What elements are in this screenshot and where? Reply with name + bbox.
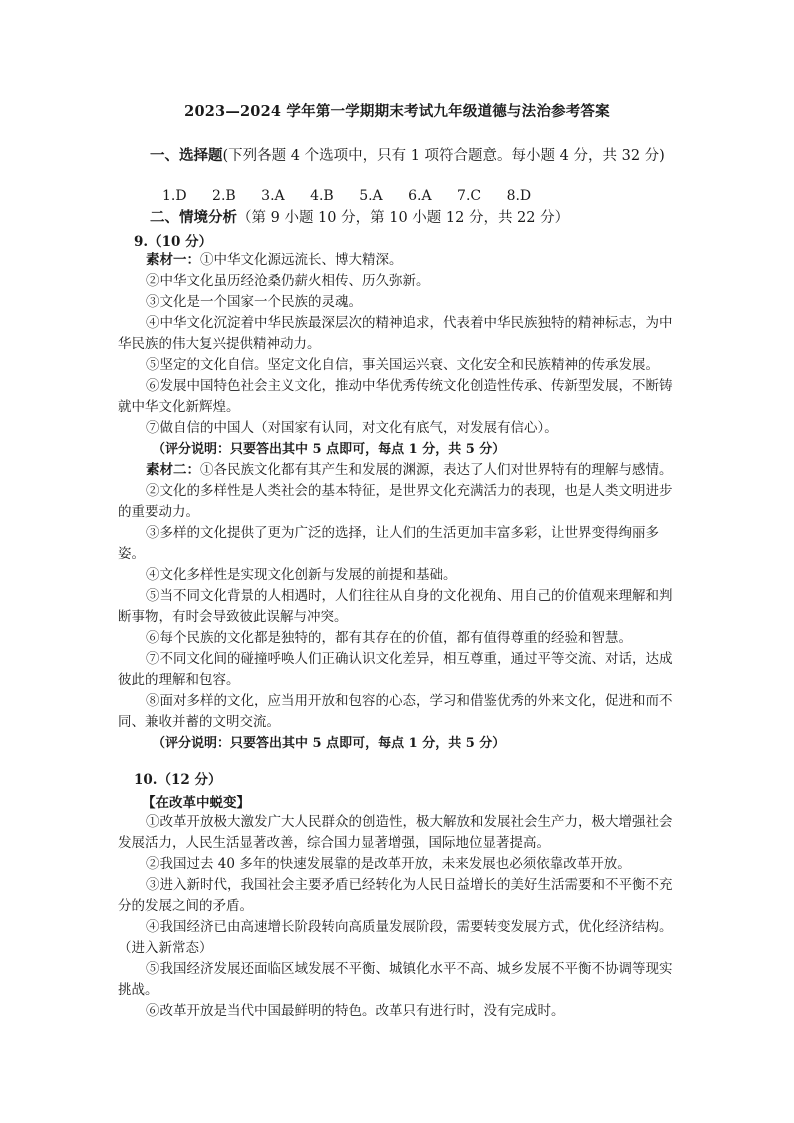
answer-item: 3.A (261, 188, 285, 204)
list-item: ④我国经济已由高速增长阶段转向高质量发展阶段，需要转变发展方式，优化经济结构。（进入新常态） (118, 919, 673, 956)
section-1-desc: (下列各题 4 个选项中，只有 1 项符合题意。每小题 4 分，共 32 分) (222, 148, 665, 164)
question-10-body (118, 812, 680, 1022)
list-item: ②文化的多样性是人类社会的基本特征，是世界文化充满活力的表现，也是人类文明进步的重要动力。 (118, 483, 673, 520)
list-item: ②中华文化虽历经沧桑仍薪火相传、历久弥新。 (146, 273, 430, 289)
section-1 (118, 145, 678, 167)
list-item: ②我国过去 40 多年的快速发展靠的是改革开放，未来发展也必须依靠改革开放。 (146, 856, 631, 872)
list-item: ⑤当不同文化背景的人相遇时，人们往往从自身的文化视角、用自己的价值观来理解和判断事物，有时会导致彼此误解与冲突。 (118, 588, 673, 625)
answer-item: 8.D (506, 188, 532, 204)
answer-item: 5.A (359, 188, 383, 204)
list-item: ⑥发展中国特色社会主义文化，推动中华优秀传统文化创造性传承、传新型发展，不断铸就中华文化新辉煌。 (118, 378, 673, 415)
answer-item: 6.A (408, 188, 432, 204)
section-2-heading: 二、情境分析 (150, 209, 237, 226)
list-item: ③进入新时代，我国社会主要矛盾已经转化为人民日益增长的美好生活需要和不平衡不充分的发展之间的矛盾。 (118, 877, 673, 914)
list-item: ④文化多样性是实现文化创新与发展的前提和基础。 (146, 567, 457, 583)
list-item: ⑦不同文化间的碰撞呼唤人们正确认识文化差异，相互尊重，通过平等交流、对话，达成彼此的理解和包容。 (118, 651, 673, 688)
list-item: ①改革开放极大激发广大人民群众的创造性，极大解放和发展社会生产力，极大增强社会发展活力，人民生活显著改善，综合国力显著增强，国际地位显著提高。 (118, 814, 673, 851)
list-item: 素材一：①中华文化源远流长、博大精深。 (146, 252, 403, 268)
list-item: ③文化是一个国家一个民族的灵魂。 (146, 294, 362, 310)
answer-item: 4.B (310, 188, 334, 204)
question-10-heading: 10.（12 分） (134, 772, 222, 788)
question-10-subheading: 【在改革中蜕变】 (142, 795, 250, 811)
answer-item: 7.C (457, 188, 482, 204)
list-item: ⑥每个民族的文化都是独特的，都有其存在的价值，都有值得尊重的经验和智慧。 (146, 630, 632, 646)
list-item: 素材二：①各民族文化都有其产生和发展的渊源，表达了人们对世界特有的理解与感情。 (146, 462, 673, 478)
question-9-heading: 9.（10 分） (134, 234, 213, 250)
scoring-note: （评分说明：只要答出其中 5 点即可，每点 1 分，共 5 分） (152, 736, 506, 751)
list-item: ⑤坚定的文化自信。坚定文化自信，事关国运兴衰、文化安全和民族精神的传承发展。 (146, 357, 659, 373)
section-2 (150, 207, 710, 229)
material-1-label: 素材一： (146, 252, 200, 268)
list-item: ⑧面对多样的文化，应当用开放和包容的心态，学习和借鉴优秀的外来文化，促进和而不同、兼收并蓄的文明交流。 (118, 693, 673, 730)
list-item: ⑤我国经济发展还面临区域发展不平衡、城镇化水平不高、城乡发展不平衡不协调等现实挑战。 (118, 961, 673, 998)
choice-answers (162, 188, 552, 204)
list-item: ⑦做自信的中国人（对国家有认同，对文化有底气，对发展有信心）。 (146, 420, 558, 436)
scoring-note: （评分说明：只要答出其中 5 点即可，每点 1 分，共 5 分） (152, 442, 506, 457)
section-1-heading: 一、选择题 (150, 147, 223, 164)
list-item: ⑥改革开放是当代中国最鲜明的特色。改革只有进行时，没有完成时。 (146, 1003, 565, 1019)
material-2-label: 素材二： (146, 462, 200, 478)
answer-item: 1.D (162, 188, 187, 204)
list-item: ③多样的文化提供了更为广泛的选择，让人们的生活更加丰富多彩，让世界变得绚丽多姿。 (118, 525, 659, 562)
section-2-desc: （第 9 小题 10 分，第 10 小题 12 分，共 22 分） (237, 210, 570, 226)
answer-item: 2.B (212, 188, 236, 204)
page-title: 2023—2024 学年第一学期期末考试九年级道德与法治参考答案 (184, 103, 610, 120)
question-9-body (118, 250, 680, 754)
list-item: ④中华文化沉淀着中华民族最深层次的精神追求，代表着中华民族独特的精神标志，为中华民族的伟大复兴提供精神动力。 (118, 315, 673, 352)
